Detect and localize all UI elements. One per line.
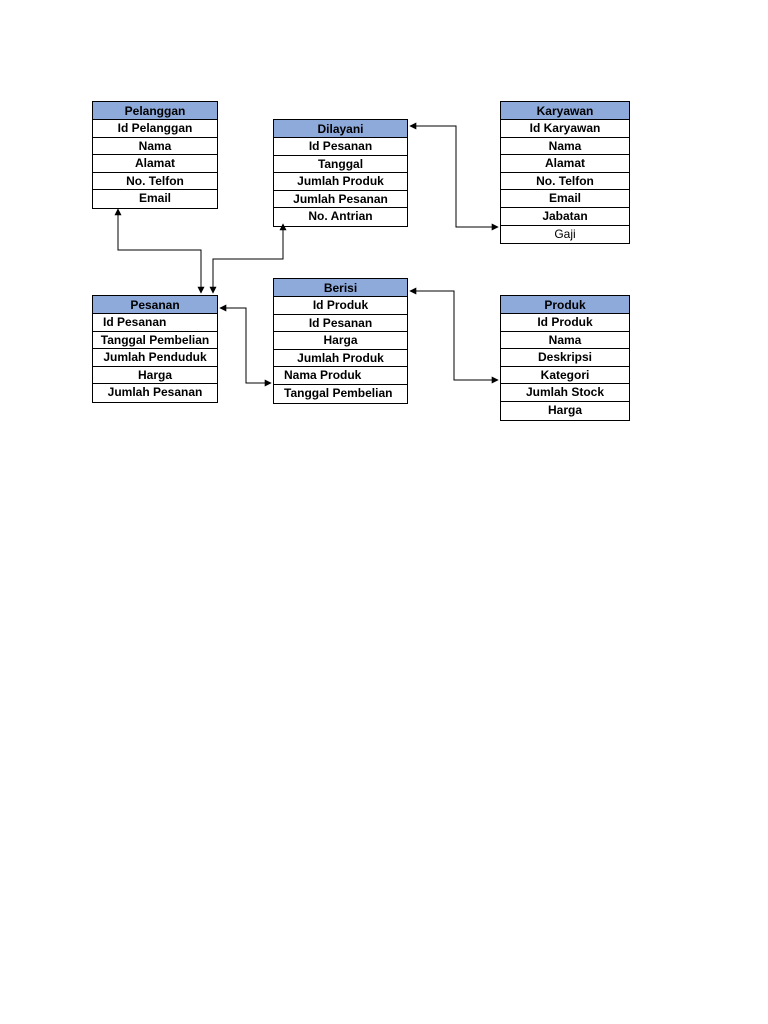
field-jumlah-produk: Jumlah Produk xyxy=(274,350,407,368)
entity-pesanan xyxy=(92,295,218,403)
field-jumlah-stock: Jumlah Stock xyxy=(501,384,629,402)
field-id-produk: Id Produk xyxy=(501,314,629,332)
entity-berisi xyxy=(273,278,408,404)
entity-title: Berisi xyxy=(274,279,407,297)
field-nama: Nama xyxy=(93,138,217,156)
link-dilayani-karyawan xyxy=(410,126,498,227)
field-gaji: Gaji xyxy=(554,226,576,241)
field-id-produk: Id Produk xyxy=(274,297,407,315)
field-id-pesanan: Id Pesanan xyxy=(274,138,407,156)
entity-title: Dilayani xyxy=(274,120,407,138)
entity-produk xyxy=(500,295,630,421)
field-alamat: Alamat xyxy=(93,155,217,173)
field-id-pelanggan: Id Pelanggan xyxy=(93,120,217,138)
field-deskripsi: Deskripsi xyxy=(501,349,629,367)
field-email: Email xyxy=(501,190,629,208)
field-tanggal-pembelian: Tanggal Pembelian xyxy=(284,385,393,400)
entity-title: Pelanggan xyxy=(93,102,217,120)
field-jumlah-produk: Jumlah Produk xyxy=(274,173,407,191)
field-alamat: Alamat xyxy=(501,155,629,173)
field-kategori: Kategori xyxy=(501,367,629,385)
entity-dilayani xyxy=(273,119,408,227)
entity-title: Karyawan xyxy=(501,102,629,120)
link-berisi-produk xyxy=(410,291,498,380)
field-nama-produk: Nama Produk xyxy=(274,367,407,385)
field-jabatan: Jabatan xyxy=(501,208,629,226)
field-harga: Harga xyxy=(93,367,217,385)
field-harga: Harga xyxy=(274,332,407,350)
field-no-telfon: No. Telfon xyxy=(93,173,217,191)
field-jumlah-penduduk: Jumlah Penduduk xyxy=(93,349,217,367)
entity-pelanggan xyxy=(92,101,218,209)
link-pesanan-berisi xyxy=(220,308,271,383)
field-no-telfon: No. Telfon xyxy=(501,173,629,191)
field-id-karyawan: Id Karyawan xyxy=(501,120,629,138)
field-id-pesanan: Id Pesanan xyxy=(274,315,407,333)
field-email: Email xyxy=(138,191,171,206)
field-id-pesanan: Id Pesanan xyxy=(93,314,217,332)
entity-title: Pesanan xyxy=(93,296,217,314)
field-jumlah-pesanan: Jumlah Pesanan xyxy=(274,191,407,209)
field-tanggal: Tanggal xyxy=(274,156,407,174)
field-no-antrian: No. Antrian xyxy=(308,209,373,224)
field-harga: Harga xyxy=(547,402,582,417)
entity-title: Produk xyxy=(501,296,629,314)
field-jumlah-pesanan: Jumlah Pesanan xyxy=(107,385,203,400)
field-tanggal-pembelian: Tanggal Pembelian xyxy=(93,332,217,350)
link-pelanggan-pesanan xyxy=(118,209,201,293)
field-nama: Nama xyxy=(501,332,629,350)
field-nama: Nama xyxy=(501,138,629,156)
entity-karyawan xyxy=(500,101,630,244)
